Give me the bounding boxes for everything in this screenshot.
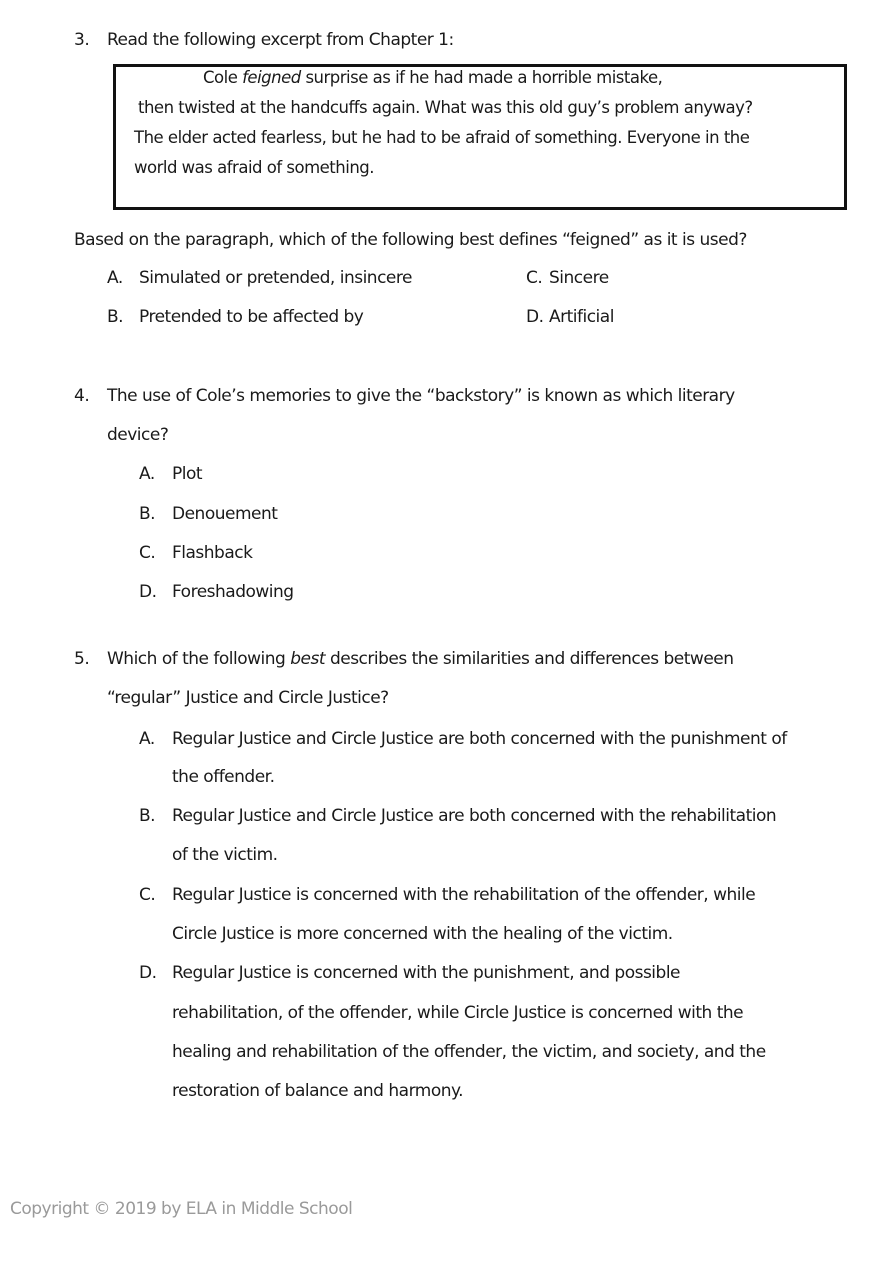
- q5-option-a-letter: A.: [139, 729, 155, 749]
- q3-option-d-letter: D.: [526, 307, 544, 327]
- q5-option-b-line-2: of the victim.: [172, 845, 278, 865]
- question-5-line-1: [107, 649, 734, 669]
- excerpt-line-1-start: Cole: [203, 68, 243, 87]
- q4-option-b-text: Denouement: [172, 504, 278, 524]
- q3-option-c-letter: C.: [526, 268, 543, 288]
- q4-option-d-letter: D.: [139, 582, 157, 602]
- excerpt-line-3: The elder acted fearless, but he had to be afraid of something. Everyone in the: [134, 128, 750, 147]
- q5-option-d-line-4: restoration of balance and harmony.: [172, 1081, 464, 1101]
- question-4-number: 4.: [74, 386, 90, 406]
- q3-option-a-text: Simulated or pretended, insincere: [139, 268, 412, 288]
- excerpt-line-1: [203, 68, 662, 87]
- q5-option-c-line-1: Regular Justice is concerned with the rehabilitation of the offender, while: [172, 885, 756, 905]
- q5-option-c-line-2: Circle Justice is more concerned with the healing of the victim.: [172, 924, 673, 944]
- q4-option-a-text: Plot: [172, 464, 203, 484]
- q5-option-d-line-1: Regular Justice is concerned with the punishment, and possible: [172, 963, 681, 983]
- q4-option-c-letter: C.: [139, 543, 156, 563]
- q5-option-c-letter: C.: [139, 885, 156, 905]
- q5-option-b-letter: B.: [139, 806, 156, 826]
- question-3-text: Based on the paragraph, which of the following best defines “feigned” as it is used?: [74, 230, 747, 250]
- q3-option-a-letter: A.: [107, 268, 123, 288]
- copyright-footer: Copyright © 2019 by ELA in Middle School: [10, 1199, 353, 1219]
- excerpt-line-4: world was afraid of something.: [134, 158, 374, 177]
- q5-option-d-letter: D.: [139, 963, 157, 983]
- excerpt-feigned-word: feigned: [242, 68, 301, 87]
- excerpt-line-2: then twisted at the handcuffs again. What was this old guy’s problem anyway?: [138, 98, 753, 117]
- question-5-line-1-end: describes the similarities and differences between: [325, 649, 734, 669]
- q3-option-c-text: Sincere: [549, 268, 609, 288]
- q4-option-b-letter: B.: [139, 504, 156, 524]
- question-3-prompt: Read the following excerpt from Chapter 1:: [107, 30, 454, 50]
- question-5-line-1-start: Which of the following: [107, 649, 291, 669]
- q5-option-d-line-3: healing and rehabilitation of the offender, the victim, and society, and the: [172, 1042, 766, 1062]
- q5-option-a-line-1: Regular Justice and Circle Justice are both concerned with the punishment of: [172, 729, 787, 749]
- q4-option-a-letter: A.: [139, 464, 155, 484]
- question-5-line-2: “regular” Justice and Circle Justice?: [107, 688, 389, 708]
- q4-option-c-text: Flashback: [172, 543, 253, 563]
- excerpt-line-1-end: surprise as if he had made a horrible mistake,: [300, 68, 663, 87]
- q3-option-b-letter: B.: [107, 307, 124, 327]
- q3-option-d-text: Artificial: [549, 307, 614, 327]
- q3-option-b-text: Pretended to be affected by: [139, 307, 364, 327]
- q5-option-d-line-2: rehabilitation, of the offender, while Circle Justice is concerned with the: [172, 1003, 744, 1023]
- q5-option-a-line-2: the offender.: [172, 767, 275, 787]
- question-5-best-word: best: [290, 649, 326, 669]
- question-4-line-1: The use of Cole’s memories to give the “backstory” is known as which literary: [107, 386, 735, 406]
- q4-option-d-text: Foreshadowing: [172, 582, 294, 602]
- question-3-number: 3.: [74, 30, 90, 50]
- q5-option-b-line-1: Regular Justice and Circle Justice are both concerned with the rehabilitation: [172, 806, 777, 826]
- question-5-number: 5.: [74, 649, 90, 669]
- question-4-line-2: device?: [107, 425, 169, 445]
